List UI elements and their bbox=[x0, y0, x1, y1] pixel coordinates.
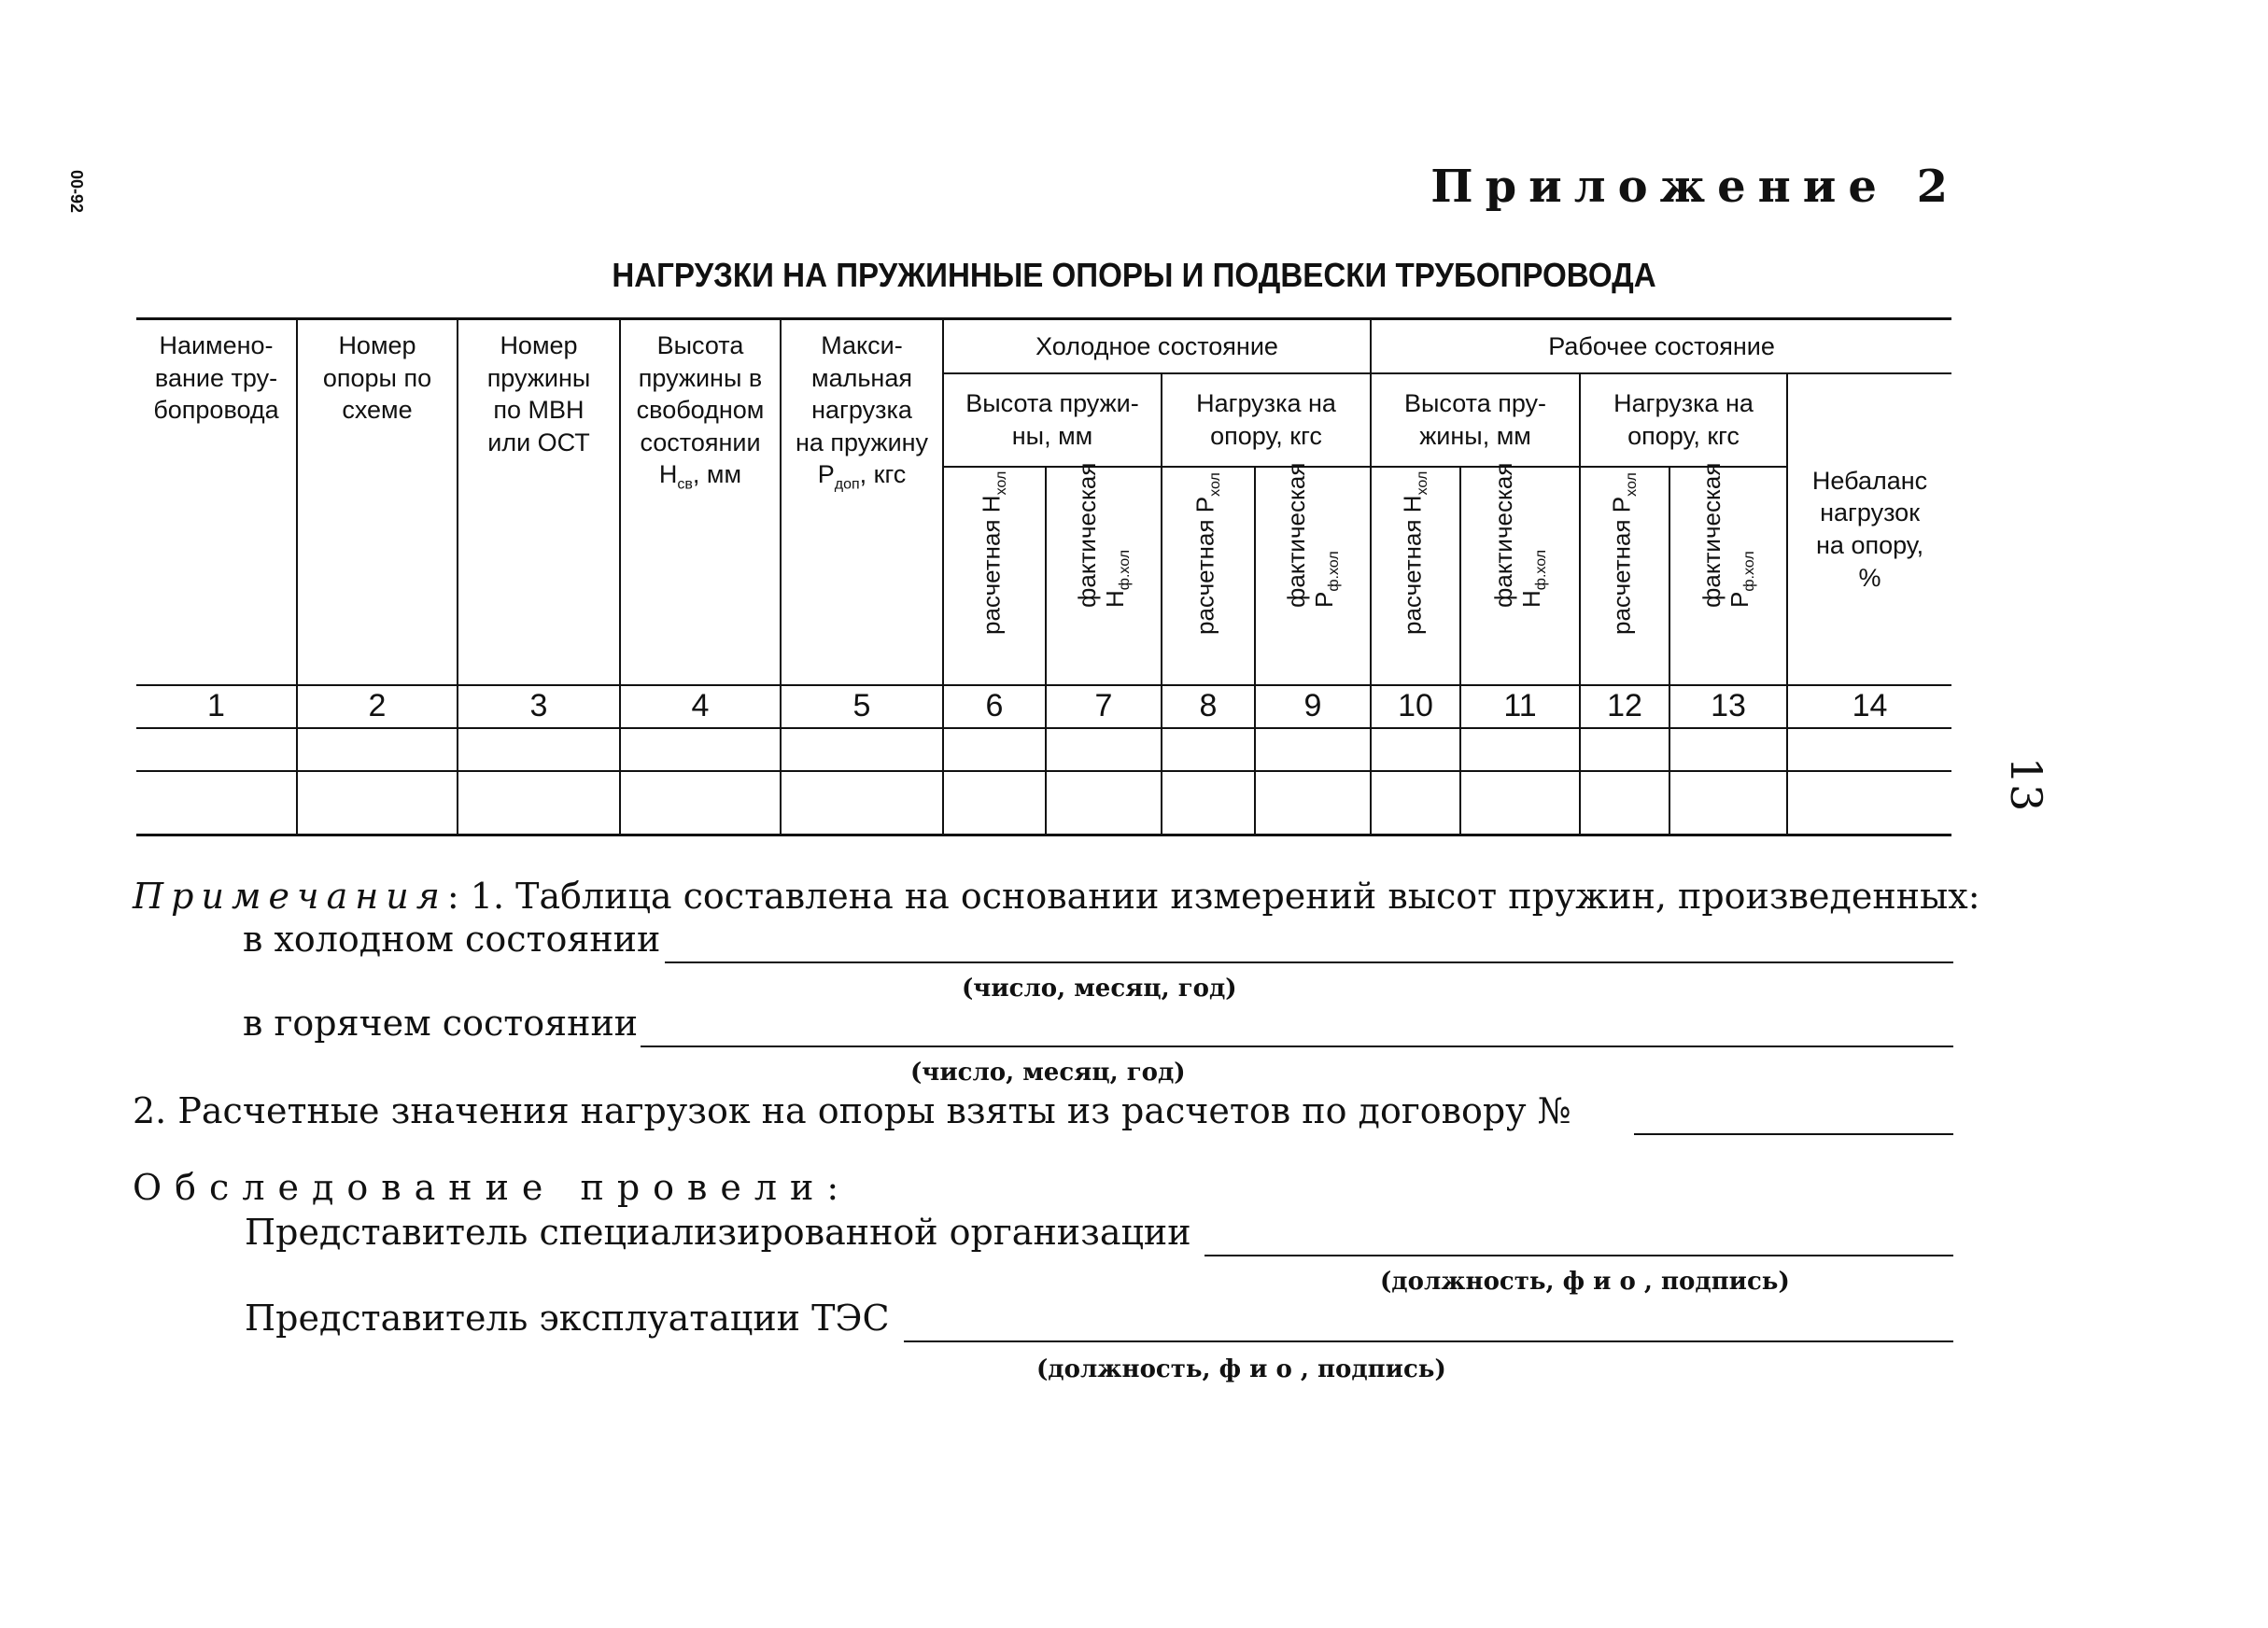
header-calc-height-work: расчетная $H_{хол}$ bbox=[1371, 467, 1460, 685]
table-title: НАГРУЗКИ НА ПРУЖИННЫЕ ОПОРЫ И ПОДВЕСКИ ТРУБОПРОВОДА bbox=[612, 256, 1656, 294]
header-calc-height-cold: расчетная $H_{хол}$ bbox=[943, 467, 1046, 685]
spring-load-table bbox=[136, 317, 1951, 836]
note-1 bbox=[133, 876, 1980, 917]
header-free-height: Высота пружины в свободном состоянии $H_{св}$, мм bbox=[620, 319, 781, 686]
column-number: 4 bbox=[620, 685, 781, 728]
note-1-text: : 1. Таблица составлена на основании измерений высот пружин, произведенных: bbox=[446, 876, 1980, 917]
column-number-row bbox=[136, 685, 1951, 728]
rep-specialized-org-label: Представитель специализированной организации bbox=[245, 1212, 1191, 1253]
column-number: 14 bbox=[1787, 685, 1951, 728]
column-number: 12 bbox=[1580, 685, 1669, 728]
header-actual-load-work: фактическая $P_{ф.хол}$ bbox=[1669, 467, 1787, 685]
column-number: 5 bbox=[781, 685, 943, 728]
column-number: 13 bbox=[1669, 685, 1787, 728]
header-max-load: Макси- мальная нагрузка на пружину $P_{доп}$, кгс bbox=[781, 319, 943, 686]
header-work-height: Высота пру- жины, мм bbox=[1371, 373, 1580, 467]
column-number: 9 bbox=[1255, 685, 1371, 728]
table-row bbox=[136, 728, 1951, 771]
note-2: 2. Расчетные значения нагрузок на опоры взяты из расчетов по договору № bbox=[133, 1090, 1571, 1131]
contract-number-field[interactable] bbox=[1634, 1133, 1953, 1135]
header-actual-height-work: фактическая $H_{ф.хол}$ bbox=[1460, 467, 1580, 685]
survey-heading: Обследование провели: bbox=[133, 1167, 852, 1208]
document-code: 00-92 bbox=[67, 169, 86, 214]
header-support-number: Номер опоры по схеме bbox=[297, 319, 458, 686]
rep-tes-operations-label: Представитель эксплуатации ТЭС bbox=[245, 1298, 890, 1339]
header-cold-state: Холодное состояние bbox=[943, 319, 1371, 374]
column-number: 1 bbox=[136, 685, 297, 728]
hot-state-label: в горячем состоянии bbox=[243, 1003, 639, 1044]
header-calc-load-cold: расчетная $P_{хол}$ bbox=[1162, 467, 1255, 685]
column-number: 11 bbox=[1460, 685, 1580, 728]
header-actual-height-cold: фактическая $H_{ф.хол}$ bbox=[1046, 467, 1162, 685]
cold-date-field[interactable] bbox=[665, 961, 1953, 963]
column-number: 7 bbox=[1046, 685, 1162, 728]
header-cold-load: Нагрузка на опору, кгс bbox=[1162, 373, 1371, 467]
rep-tes-operations-field[interactable] bbox=[904, 1340, 1953, 1342]
cold-state-label: в холодном состоянии bbox=[243, 919, 661, 960]
appendix-heading: Приложение 2 bbox=[1430, 161, 1960, 213]
rep-specialized-org-field[interactable] bbox=[1204, 1255, 1953, 1256]
header-calc-load-work: расчетная $P_{хол}$ bbox=[1580, 467, 1669, 685]
column-number: 8 bbox=[1162, 685, 1255, 728]
header-working-state: Рабочее состояние bbox=[1371, 319, 1951, 374]
cold-date-caption: (число, месяц, год) bbox=[962, 975, 1237, 1003]
table-row bbox=[136, 771, 1951, 835]
column-number: 3 bbox=[458, 685, 620, 728]
notes-label: Примечания bbox=[133, 876, 447, 917]
hot-date-caption: (число, месяц, год) bbox=[910, 1059, 1186, 1087]
hot-date-field[interactable] bbox=[641, 1046, 1953, 1047]
header-load-imbalance: Небаланс нагрузок на опору, % bbox=[1787, 373, 1951, 685]
rep-specialized-org-caption: (должность, ф и о , подпись) bbox=[1380, 1268, 1790, 1296]
page-number: 13 bbox=[2001, 756, 2051, 812]
header-actual-load-cold: фактическая $P_{ф.хол}$ bbox=[1255, 467, 1371, 685]
column-number: 2 bbox=[297, 685, 458, 728]
header-spring-number: Номер пружины по МВН или ОСТ bbox=[458, 319, 620, 686]
column-number: 10 bbox=[1371, 685, 1460, 728]
header-cold-height: Высота пружи- ны, мм bbox=[943, 373, 1162, 467]
header-pipeline-name: Наимено- вание тру- бопровода bbox=[136, 319, 297, 686]
rep-tes-operations-caption: (должность, ф и о , подпись) bbox=[1036, 1355, 1446, 1383]
header-work-load: Нагрузка на опору, кгс bbox=[1580, 373, 1787, 467]
column-number: 6 bbox=[943, 685, 1046, 728]
